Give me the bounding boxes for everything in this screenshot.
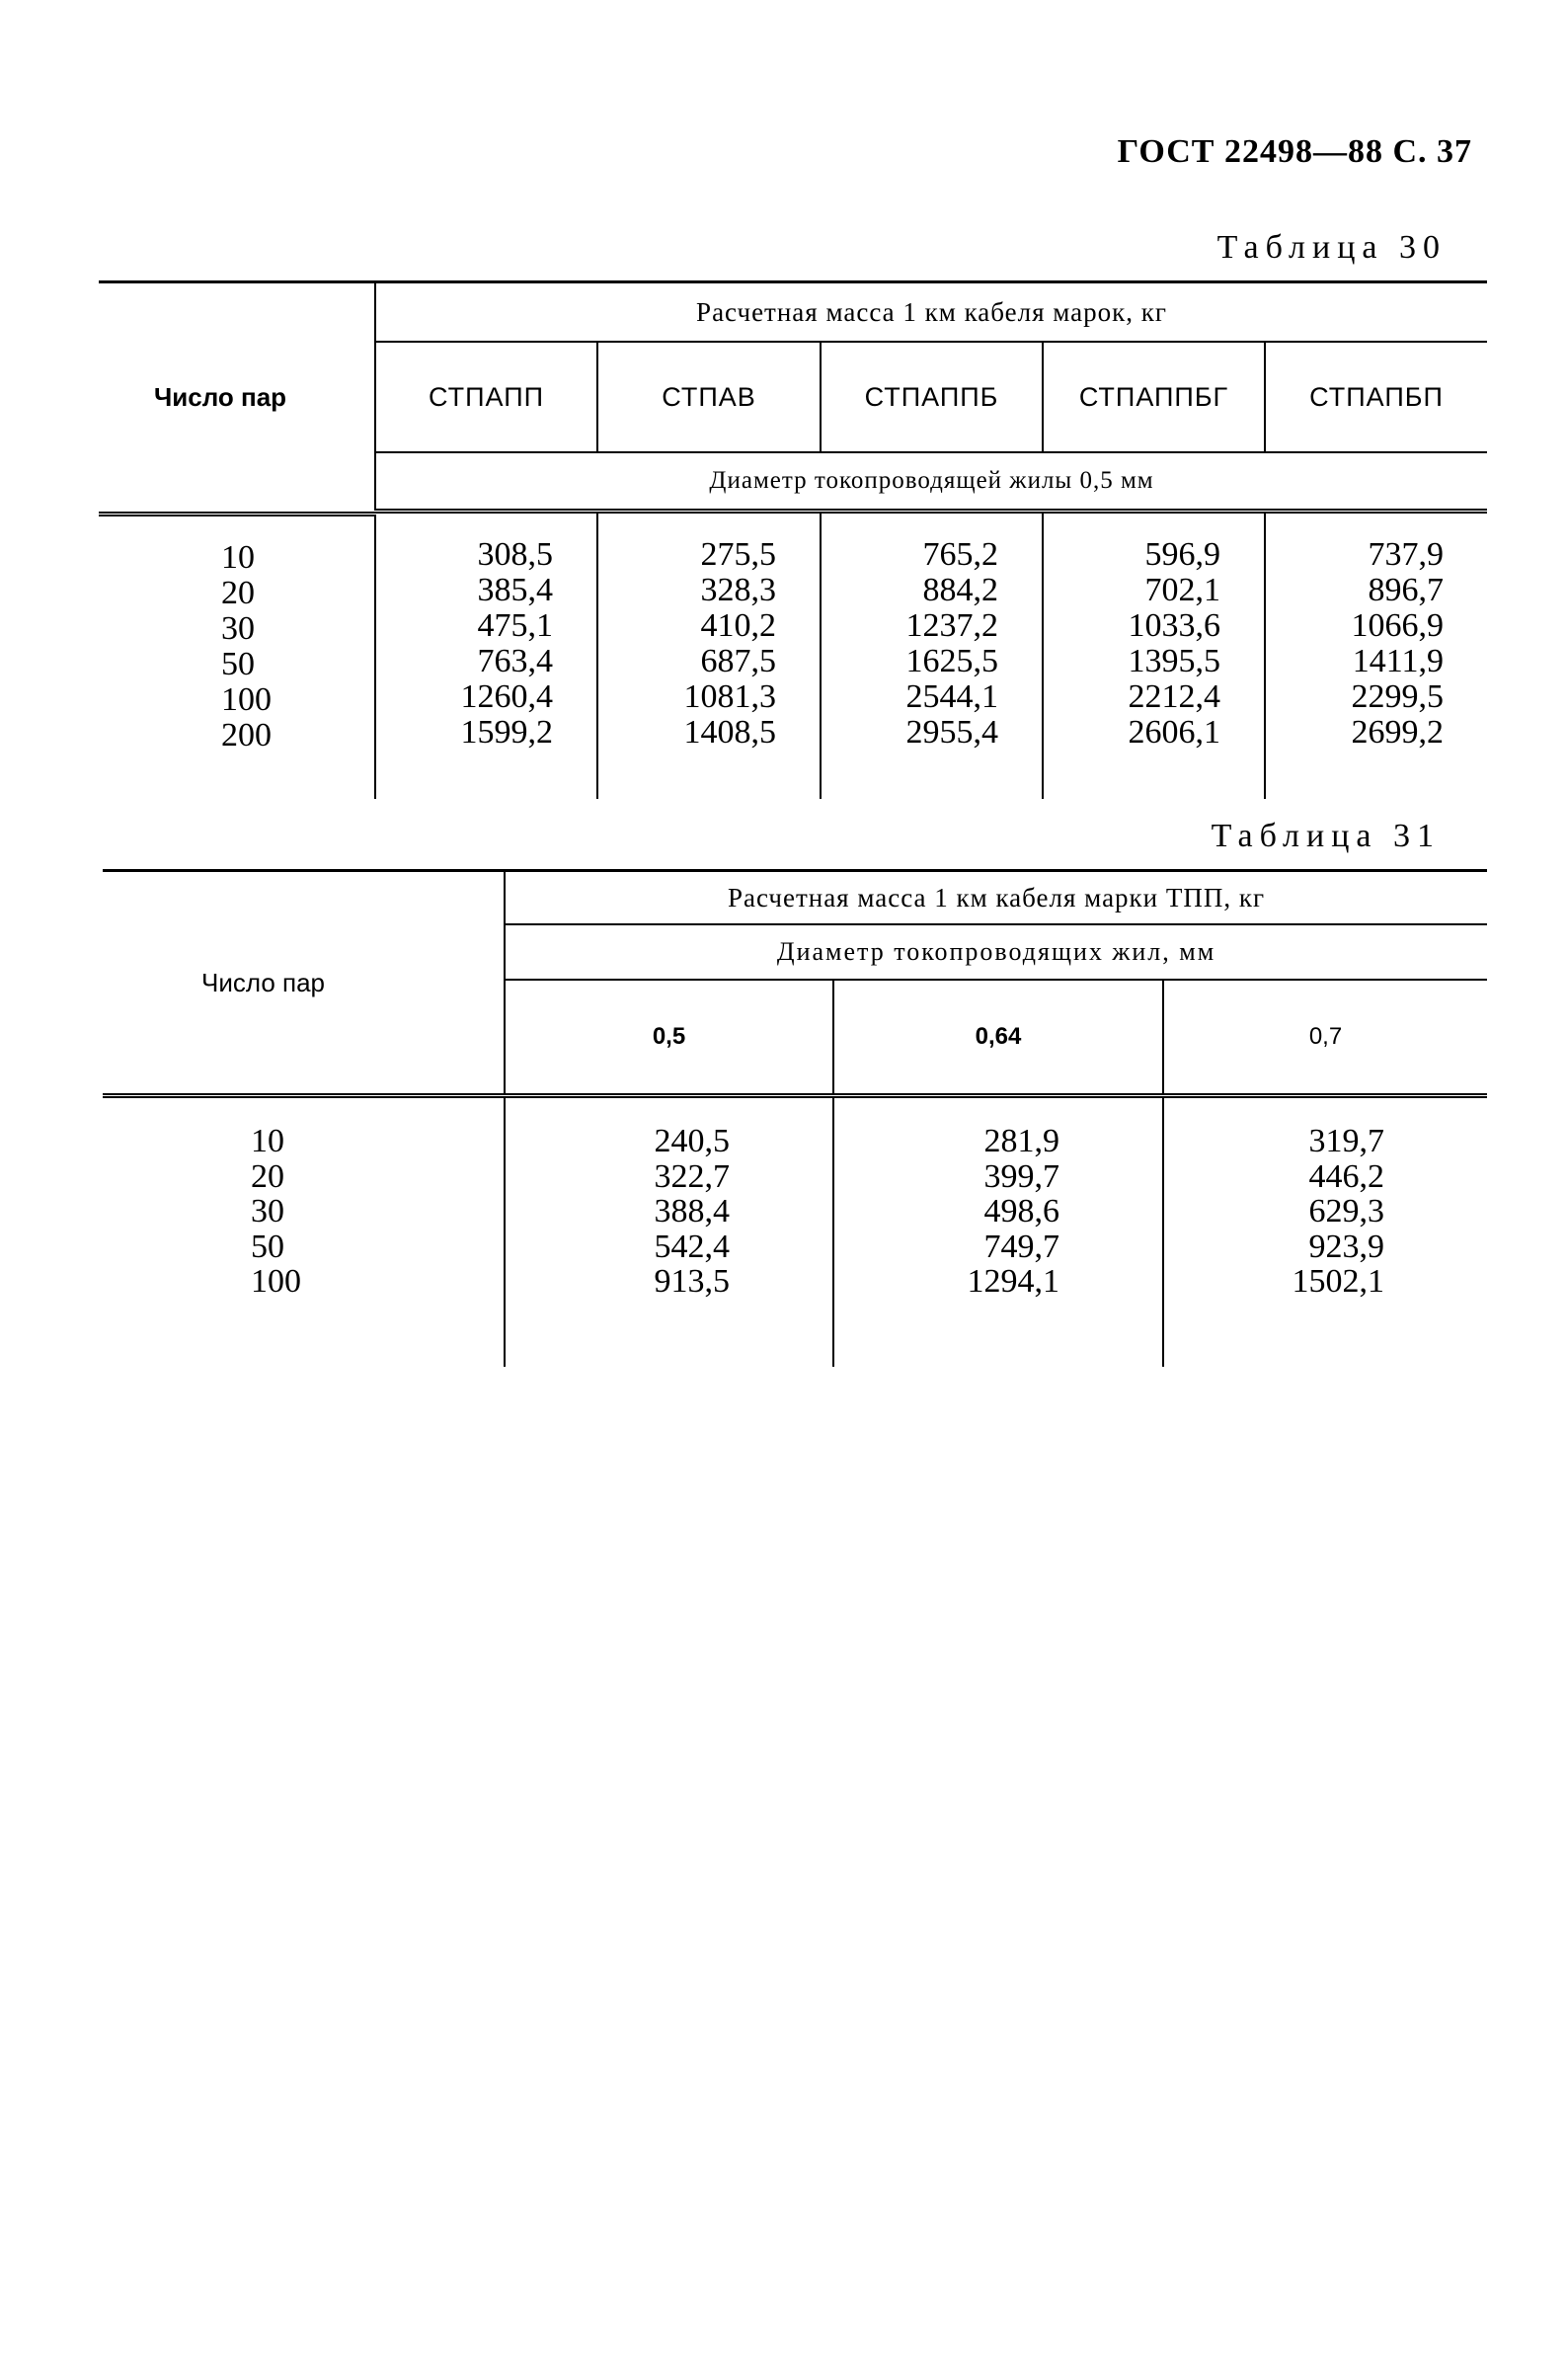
cell-value: 10 xyxy=(251,1123,284,1159)
pairs-column xyxy=(99,514,375,799)
cell-value: 446,2 xyxy=(1308,1157,1385,1195)
cell-value: 100 xyxy=(221,680,272,718)
diameter-sub-header: Диаметр токопроводящих жил, мм xyxy=(505,924,1487,980)
cell-value: 30 xyxy=(221,609,255,647)
cell-value: 2955,4 xyxy=(905,714,998,751)
cell-value: 10 xyxy=(221,538,255,576)
cell-value: 1502,1 xyxy=(1292,1263,1385,1300)
table-30 xyxy=(99,280,1487,799)
cell-value: 596,9 xyxy=(1144,536,1220,573)
value-column xyxy=(833,1096,1163,1368)
cell-value: 542,4 xyxy=(654,1228,730,1265)
cell-value: 240,5 xyxy=(654,1123,730,1159)
brand-header: СТПАПБП xyxy=(1265,342,1487,452)
value-column xyxy=(1265,514,1487,799)
cell-value: 388,4 xyxy=(654,1193,730,1230)
cell-value: 913,5 xyxy=(654,1263,730,1300)
cell-value: 896,7 xyxy=(1368,572,1445,608)
value-column xyxy=(1163,1096,1487,1368)
pairs-header: Число пар xyxy=(103,871,505,1094)
table-30-caption: Таблица 30 xyxy=(1216,229,1447,266)
cell-value: 687,5 xyxy=(700,643,776,679)
cell-value: 281,9 xyxy=(983,1123,1059,1159)
brand-header: СТПАППБГ xyxy=(1043,342,1265,452)
page-header: ГОСТ 22498—88 С. 37 xyxy=(1117,133,1472,170)
cell-value: 308,5 xyxy=(477,536,553,573)
cell-value: 319,7 xyxy=(1308,1123,1385,1159)
diameter-header: 0,64 xyxy=(833,980,1163,1093)
value-column xyxy=(1043,514,1265,799)
cell-value: 1411,9 xyxy=(1352,643,1445,679)
cell-value: 923,9 xyxy=(1308,1228,1385,1265)
mass-super-header: Расчетная масса 1 км кабеля марок, кг xyxy=(375,282,1487,343)
diameter-header: 0,7 xyxy=(1163,980,1487,1093)
diameter-header: 0,5 xyxy=(652,1023,686,1050)
cell-value: 749,7 xyxy=(983,1228,1059,1265)
cell-value: 2606,1 xyxy=(1128,714,1220,751)
cell-value: 30 xyxy=(251,1193,284,1230)
cell-value: 1625,5 xyxy=(905,643,998,679)
cell-value: 702,1 xyxy=(1144,572,1220,608)
pairs-header: Число пар xyxy=(99,282,375,512)
cell-value: 629,3 xyxy=(1308,1193,1385,1230)
value-column xyxy=(597,514,821,799)
cell-value: 1237,2 xyxy=(905,607,998,644)
cell-value: 399,7 xyxy=(983,1157,1059,1195)
value-column xyxy=(505,1096,833,1368)
diameter-row: Диаметр токопроводящей жилы 0,5 мм xyxy=(375,452,1487,512)
cell-value: 328,3 xyxy=(700,572,776,608)
brand-header: СТПАПП xyxy=(375,342,597,452)
cell-value: 200 xyxy=(221,716,272,754)
cell-value: 765,2 xyxy=(922,536,998,573)
cell-value: 498,6 xyxy=(983,1193,1059,1230)
cell-value: 50 xyxy=(251,1228,284,1265)
brand-header: СТПАВ xyxy=(597,342,821,452)
cell-value: 2212,4 xyxy=(1128,678,1220,715)
brand-header: СТПАППБ xyxy=(821,342,1043,452)
cell-value: 1081,3 xyxy=(683,678,776,715)
value-column xyxy=(821,514,1043,799)
cell-value: 1066,9 xyxy=(1351,607,1445,644)
cell-value: 475,1 xyxy=(477,607,553,644)
cell-value: 410,2 xyxy=(700,607,776,644)
cell-value: 1294,1 xyxy=(967,1263,1059,1300)
cell-value: 20 xyxy=(251,1157,284,1195)
cell-value: 385,4 xyxy=(477,572,553,608)
cell-value: 884,2 xyxy=(922,572,998,608)
table-31-caption: Таблица 31 xyxy=(1211,818,1441,854)
pairs-column xyxy=(103,1096,505,1368)
value-column xyxy=(375,514,597,799)
cell-value: 20 xyxy=(221,574,255,611)
mass-super-header: Расчетная масса 1 км кабеля марки ТПП, кг xyxy=(505,871,1487,925)
cell-value: 2544,1 xyxy=(905,678,998,715)
cell-value: 2699,2 xyxy=(1351,714,1445,751)
cell-value: 1599,2 xyxy=(460,714,553,751)
cell-value: 50 xyxy=(221,645,255,682)
cell-value: 737,9 xyxy=(1368,536,1445,573)
cell-value: 275,5 xyxy=(700,536,776,573)
cell-value: 1260,4 xyxy=(460,678,553,715)
cell-value: 2299,5 xyxy=(1351,678,1445,715)
cell-value: 322,7 xyxy=(654,1157,730,1195)
table-31 xyxy=(103,869,1487,1367)
cell-value: 1395,5 xyxy=(1128,643,1220,679)
cell-value: 100 xyxy=(251,1263,301,1300)
cell-value: 1408,5 xyxy=(683,714,776,751)
cell-value: 1033,6 xyxy=(1128,607,1220,644)
cell-value: 763,4 xyxy=(477,643,553,679)
